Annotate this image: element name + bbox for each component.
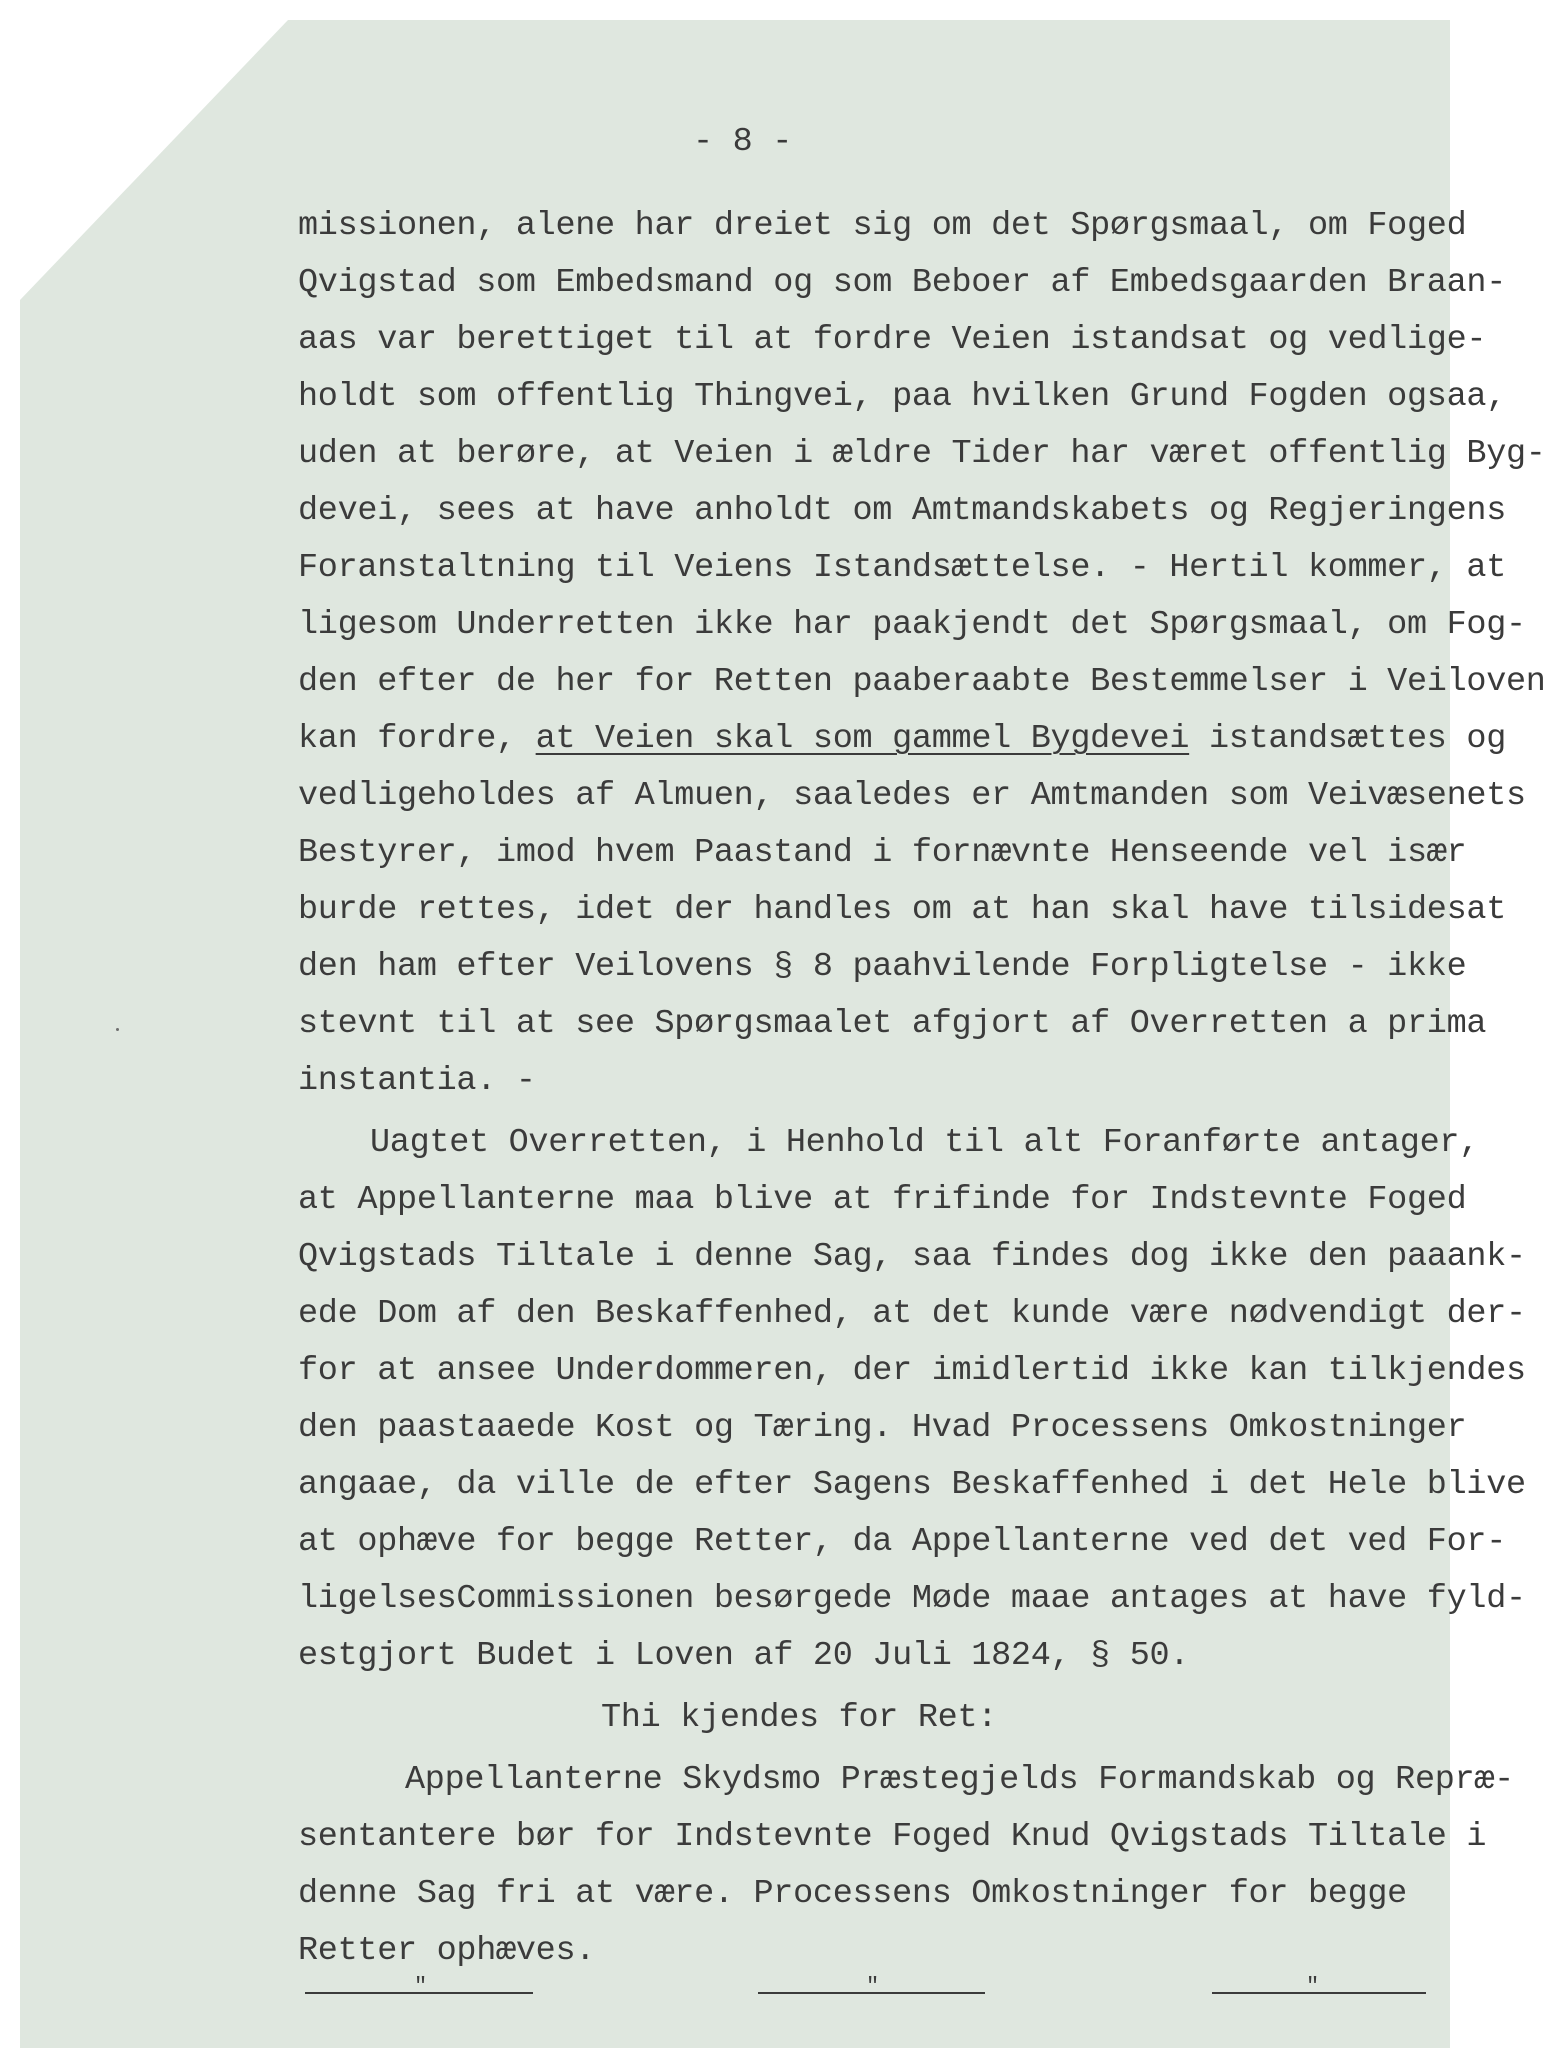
body-line-28: Appellanterne Skydsmo Præstegjelds Formandskab og Repræ-	[405, 1761, 1514, 1799]
body-line-2: Qvigstad som Embedsmand og som Beboer af Embedsgaarden Braan-	[298, 264, 1507, 302]
body-line-26: estgjort Budet i Loven af 20 Juli 1824, § 50.	[298, 1637, 1190, 1675]
body-line-13: burde rettes, idet der handles om at han skal have tilsidesat	[298, 891, 1507, 929]
paper-speck	[116, 1028, 119, 1031]
body-line-22: den paastaaede Kost og Tæring. Hvad Processens Omkostninger	[298, 1409, 1467, 1447]
body-line-31: Retter ophæves.	[298, 1932, 596, 1970]
body-line-1: missionen, alene har dreiet sig om det Spørgsmaal, om Foged	[298, 207, 1467, 245]
body-line-16: instantia. -	[298, 1062, 536, 1100]
body-line-5: uden at berøre, at Veien i ældre Tider har været offentlig Byg-	[298, 435, 1546, 473]
body-line-8: ligesom Underretten ikke har paakjendt det Spørgsmaal, om Fog-	[298, 606, 1526, 644]
body-line-14: den ham efter Veilovens § 8 paahvilende Forpligtelse - ikke	[298, 948, 1467, 986]
body-line-7: Foranstaltning til Veiens Istandsættelse. - Hertil kommer, at	[298, 549, 1507, 587]
body-line-10-start: kan fordre,	[298, 720, 536, 758]
closing-mark-left: "	[414, 1974, 428, 1999]
body-line-25: ligelsesCommissionen besørgede Møde maae antages at have fyld-	[298, 1580, 1526, 1618]
body-line-15: stevnt til at see Spørgsmaalet afgjort af Overretten a prima	[298, 1005, 1487, 1043]
body-line-18: at Appellanterne maa blive at frifinde for Indstevnte Foged	[298, 1181, 1467, 1219]
body-line-29: sentantere bør for Indstevnte Foged Knud Qvigstads Tiltale i	[298, 1818, 1487, 1856]
body-line-21: for at ansee Underdommeren, der imidlertid ikke kan tilkjendes	[298, 1352, 1526, 1390]
body-line-20: ede Dom af den Beskaffenhed, at det kunde være nødvendigt der-	[298, 1295, 1526, 1333]
closing-mark-right: "	[1306, 1974, 1320, 1999]
body-line-17: Uagtet Overretten, i Henhold til alt Foranførte antager,	[370, 1124, 1479, 1162]
body-line-19: Qvigstads Tiltale i denne Sag, saa findes dog ikke den paaank-	[298, 1238, 1526, 1276]
verdict-heading: Thi kjendes for Ret:	[601, 1699, 998, 1737]
body-line-11: vedligeholdes af Almuen, saaledes er Amtmanden som Veivæsenets	[298, 777, 1526, 815]
closing-mark-middle: "	[866, 1974, 880, 1999]
body-line-23: angaae, da ville de efter Sagens Beskaffenhed i det Hele blive	[298, 1466, 1526, 1504]
body-line-12: Bestyrer, imod hvem Paastand i fornævnte Henseende vel især	[298, 834, 1467, 872]
body-line-24: at ophæve for begge Retter, da Appellanterne ved det ved For-	[298, 1523, 1507, 1561]
body-line-10	[298, 721, 1506, 757]
page-number: - 8 -	[693, 123, 793, 161]
body-line-6: devei, sees at have anholdt om Amtmandskabets og Regjeringens	[298, 492, 1507, 530]
body-line-30: denne Sag fri at være. Processens Omkostninger for begge	[298, 1875, 1407, 1913]
body-line-4: holdt som offentlig Thingvei, paa hvilken Grund Fogden ogsaa,	[298, 378, 1507, 416]
underlined-phrase: at Veien skal som gammel Bygdevei	[535, 720, 1190, 758]
body-line-3: aas var berettiget til at fordre Veien istandsat og vedlige-	[298, 321, 1487, 359]
body-line-10-end: istandsættes og	[1189, 720, 1507, 758]
body-line-9: den efter de her for Retten paaberaabte Bestemmelser i Veiloven	[298, 663, 1546, 701]
